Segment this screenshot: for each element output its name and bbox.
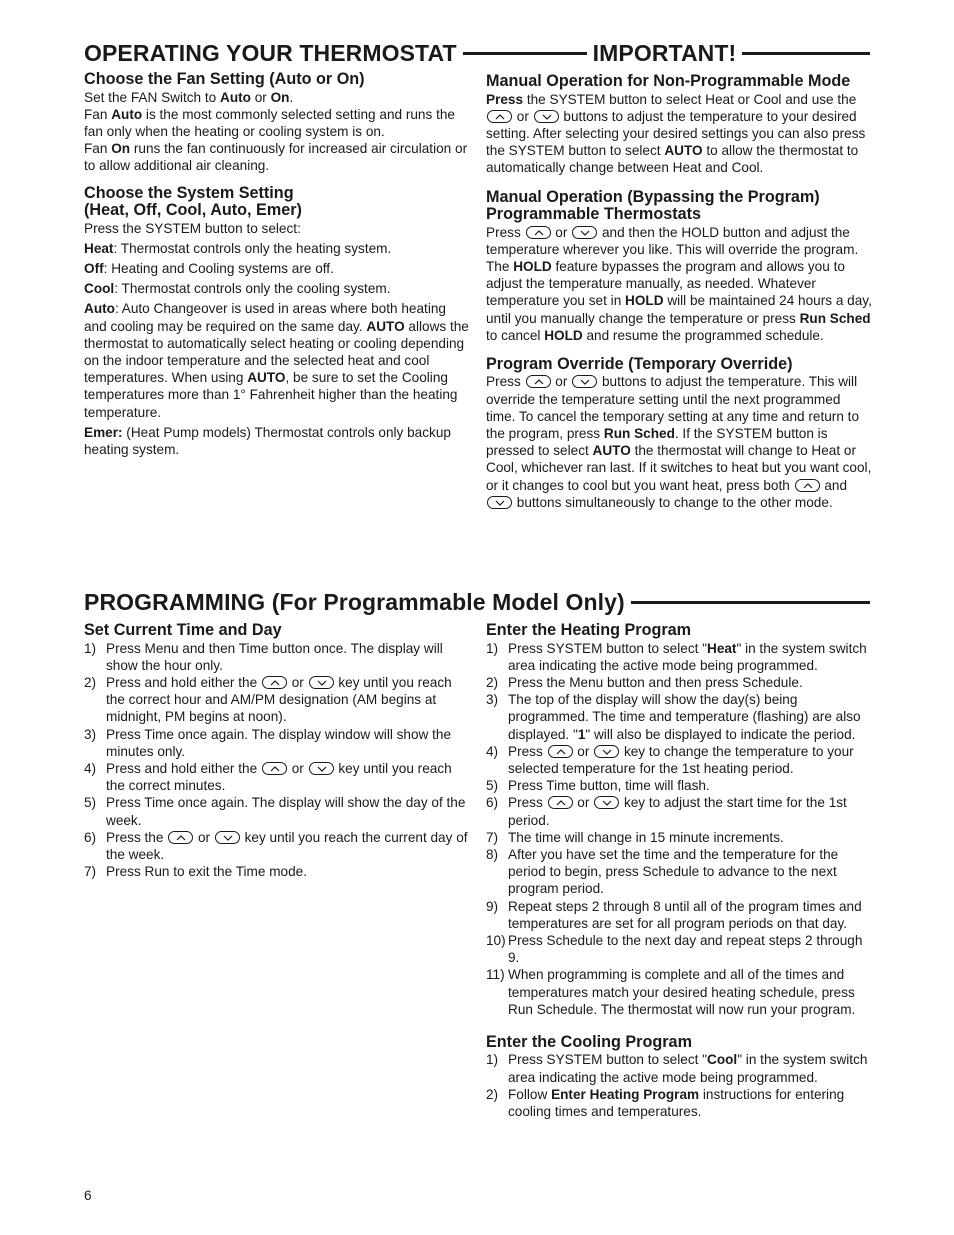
list-item: 6) Press or key to adjust the start time for the 1st period.: [486, 795, 847, 828]
down-key-icon: [215, 831, 240, 844]
top-title-bar: [84, 40, 870, 66]
list-item: 4) Press and hold either the or key until you reach the correct minutes.: [84, 760, 452, 794]
heating-list: [486, 640, 872, 1018]
system-heat: Heat: Thermostat controls only the heating system.: [84, 240, 392, 256]
set-time-heading: Set Current Time and Day: [84, 621, 282, 639]
down-key-icon: [487, 496, 512, 509]
manual-bp-heading: Manual Operation (Bypassing the Program) Programmable Thermostats: [486, 187, 820, 224]
up-key-icon: [548, 796, 573, 809]
up-key-icon: [168, 831, 193, 844]
manual-np-heading: Manual Operation for Non-Programmable Mode: [486, 72, 851, 90]
system-cool: Cool: Thermostat controls only the cooling system.: [84, 281, 391, 297]
list-item: 3) The top of the display will show the day(s) being programmed. The time and temperature (flashing) are also displayed. "1" will also be displayed to indicate the period.: [486, 692, 861, 742]
system-intro: Press the SYSTEM button to select:: [84, 220, 301, 236]
cooling-list: [486, 1051, 872, 1120]
system-off: Off: Heating and Cooling systems are off.: [84, 260, 334, 276]
programming-title: PROGRAMMING (For Programmable Model Only): [84, 589, 625, 615]
list-item: 2) Press and hold either the or key until you reach the correct hour and AM/PM designation (AM begins at midnight, PM begins at noon).: [84, 674, 452, 725]
list-item: 5) Press Time button, time will flash.: [486, 778, 710, 794]
system-heading: Choose the System Setting (Heat, Off, Cool, Auto, Emer): [84, 183, 302, 220]
down-key-icon: [309, 676, 334, 689]
right-column-bottom: [486, 622, 872, 1120]
list-item: 1) Press SYSTEM button to select "Heat" in the system switch area indicating the active mode being programmed.: [486, 640, 867, 673]
system-auto: Auto: Auto Changeover is used in areas where both heating and cooling may be required on the same day. AUTO allows the thermostat to automatically select heating or cooling depending on the indoor temperature and the selected heat and cool temperatures. When using AUTO, be sure to set the Cooling temperatures more than 1° Fahrenheit higher than the heating temperature.: [84, 301, 469, 420]
down-key-icon: [594, 745, 619, 758]
fan-paragraph-3: Fan On runs the fan continuously for increased air circulation or to allow additional air cleaning.: [84, 141, 468, 174]
up-key-icon: [262, 676, 287, 689]
up-key-icon: [262, 762, 287, 775]
operating-title: OPERATING YOUR THERMOSTAT: [84, 40, 457, 66]
up-key-icon: [526, 226, 551, 239]
up-key-icon: [548, 745, 573, 758]
fan-paragraph-2: Fan Auto is the most commonly selected setting and runs the fan only when the heating or cooling system is on.: [84, 106, 455, 139]
list-item: 5) Press Time once again. The display will show the day of the week.: [84, 795, 466, 828]
programming-title-bar: [84, 589, 870, 615]
title-rule: [631, 601, 870, 604]
list-item: 1) Press Menu and then Time button once. The display will show the hour only.: [84, 640, 443, 673]
right-column-top: [486, 73, 872, 514]
title-rule: [742, 52, 870, 55]
down-key-icon: [572, 226, 597, 239]
important-title: IMPORTANT!: [592, 40, 737, 66]
up-key-icon: [487, 110, 512, 123]
page-number: 6: [84, 1188, 92, 1203]
list-item: 1) Press SYSTEM button to select "Cool" in the system switch area indicating the active mode being programmed.: [486, 1052, 868, 1085]
override-heading: Program Override (Temporary Override): [486, 354, 793, 373]
up-key-icon: [795, 479, 820, 492]
down-key-icon: [534, 110, 559, 123]
down-key-icon: [572, 375, 597, 388]
left-column-top: [84, 71, 470, 461]
manual-bp-paragraph: Press or and then the HOLD button and adjust the temperature wherever you like. This will override the program. The HOLD feature bypasses the program and allows you to adjust the temperature manually, as needed. Whatever temperature you set in HOLD will be maintained 24 hours a day, until you manually change the temperature or press Run Sched to cancel HOLD and resume the programmed schedule.: [486, 224, 872, 343]
override-paragraph: Press or buttons to adjust the temperature. This will override the temperature setting until the next programmed time. To cancel the temporary setting at any time and return to the program, press Run Sched. If the SYSTEM button is pressed to select AUTO the thermostat will change to Heat or Cool, whichever ran last. If it switches to heat but you want cool, or it changes to cool but you want heat, press both and buttons simultaneously to change to the other mode.: [486, 374, 872, 510]
list-item: 10) Press Schedule to the next day and repeat steps 2 through 9.: [486, 932, 863, 966]
system-emer: Emer: (Heat Pump models) Thermostat controls only backup heating system.: [84, 424, 451, 457]
list-item: 2) Press the Menu button and then press Schedule.: [486, 674, 803, 690]
list-item: 4) Press or key to change the temperature to your selected temperature for the 1st heating period.: [486, 743, 854, 776]
up-key-icon: [526, 375, 551, 388]
set-time-list: [84, 640, 470, 881]
list-item: 8) After you have set the time and the temperature for the period to begin, press Schedule to advance to the next program period.: [486, 846, 839, 897]
list-item: 6) Press the or key until you reach the current day of the week.: [84, 829, 468, 862]
list-item: 7) Press Run to exit the Time mode.: [84, 864, 307, 880]
down-key-icon: [309, 762, 334, 775]
cooling-heading: Enter the Cooling Program: [486, 1032, 692, 1051]
heating-heading: Enter the Heating Program: [486, 621, 692, 639]
list-item: 9) Repeat steps 2 through 8 until all of the program times and temperatures are set for all program periods on that day.: [486, 898, 862, 931]
left-column-bottom: [84, 622, 470, 880]
manual-np-paragraph: Press the SYSTEM button to select Heat or Cool and use the or buttons to adjust the temperature to your desired setting. After selecting your desired settings you can also press the SYSTEM button to select AUTO to allow the thermostat to automatically change between Heat and Cool.: [486, 91, 866, 176]
list-item: 11) When programming is complete and all of the times and temperatures match your desired heating schedule, press Run Schedule. The thermostat will now run your program.: [486, 967, 856, 1017]
list-item: 7) The time will change in 15 minute increments.: [486, 829, 784, 845]
list-item: 3) Press Time once again. The display window will show the minutes only.: [84, 726, 452, 759]
fan-heading: Choose the Fan Setting (Auto or On): [84, 70, 365, 88]
title-rule: [463, 52, 587, 55]
down-key-icon: [594, 796, 619, 809]
list-item: 2) Follow Enter Heating Program instructions for entering cooling times and temperatures.: [486, 1086, 845, 1120]
fan-paragraph-1: Set the FAN Switch to Auto or On.: [84, 89, 294, 105]
